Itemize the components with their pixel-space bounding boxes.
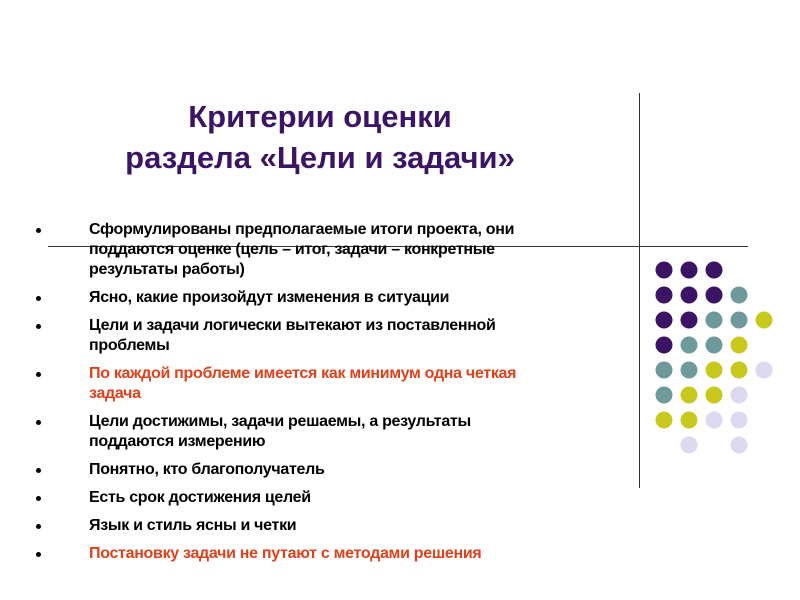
criteria-item-text: Цели и задачи логически вытекают из поставленной проблемы <box>89 317 496 354</box>
criteria-item-text: Понятно, кто благополучатель <box>89 461 325 478</box>
bullet-dot-icon <box>36 228 41 233</box>
decorative-dot-teal <box>681 337 698 354</box>
decorative-dot-yellow <box>731 337 748 354</box>
bullet-dot-icon <box>36 296 41 301</box>
decorative-dot-purple <box>681 312 698 329</box>
criteria-item <box>36 288 556 308</box>
bullet-dot-icon <box>36 324 41 329</box>
criteria-item-text: По каждой проблеме имеется как минимум одна четкая задача <box>89 365 517 402</box>
criteria-item-text: Язык и стиль ясны и четки <box>89 517 297 534</box>
decorative-dot-yellow <box>656 412 673 429</box>
decorative-dot-teal <box>731 312 748 329</box>
decorative-dot-teal <box>706 337 723 354</box>
decorative-dot-purple <box>656 287 673 304</box>
decorative-dot-lavender <box>681 437 698 454</box>
criteria-item <box>36 220 556 280</box>
decorative-dot-yellow <box>756 312 773 329</box>
bullet-dot-icon <box>36 468 41 473</box>
slide-title <box>60 96 580 178</box>
bullet-dot-icon <box>36 524 41 529</box>
decorative-dot-yellow <box>731 362 748 379</box>
criteria-item-text: Ясно, какие произойдут изменения в ситуации <box>89 289 450 306</box>
criteria-item-text: Сформулированы предполагаемые итоги проекта, они поддаются оценке (цель – итог, задачи – конкретные результаты работы) <box>89 221 515 278</box>
decorative-dot-purple <box>656 262 673 279</box>
slide-title-line-1: Критерии оценки <box>188 99 452 134</box>
criteria-item <box>36 460 556 480</box>
bullet-dot-icon <box>36 496 41 501</box>
decorative-dot-lavender <box>731 412 748 429</box>
criteria-item <box>36 516 556 536</box>
decorative-dot-purple <box>656 312 673 329</box>
criteria-item <box>36 364 556 404</box>
vertical-divider <box>639 93 640 488</box>
criteria-item <box>36 488 556 508</box>
decorative-dot-teal <box>656 362 673 379</box>
bullet-dot-icon <box>36 372 41 377</box>
decorative-dot-lavender <box>731 387 748 404</box>
decorative-dot-teal <box>681 362 698 379</box>
criteria-item-text: Постановку задачи не путают с методами решения <box>89 545 482 562</box>
criteria-item-text: Цели достижимы, задачи решаемы, а результаты поддаются измерению <box>89 413 471 450</box>
decorative-dot-yellow <box>706 387 723 404</box>
criteria-item <box>36 316 556 356</box>
decorative-dot-purple <box>706 262 723 279</box>
decorative-dot-purple <box>656 337 673 354</box>
decorative-dot-yellow <box>681 412 698 429</box>
decorative-dot-lavender <box>731 437 748 454</box>
decorative-dot-purple <box>681 287 698 304</box>
decorative-dot-yellow <box>706 362 723 379</box>
criteria-item <box>36 412 556 452</box>
criteria-item-text: Есть срок достижения целей <box>89 489 311 506</box>
decorative-dot-yellow <box>681 387 698 404</box>
slide-title-line-2: раздела «Цели и задачи» <box>125 140 515 175</box>
decorative-dot-purple <box>706 287 723 304</box>
decorative-dot-lavender <box>756 362 773 379</box>
bullet-dot-icon <box>36 420 41 425</box>
criteria-item <box>36 544 556 564</box>
decorative-dot-lavender <box>706 412 723 429</box>
criteria-list <box>36 220 556 572</box>
decorative-dot-purple <box>681 262 698 279</box>
bullet-dot-icon <box>36 552 41 557</box>
decorative-dot-teal <box>656 387 673 404</box>
decorative-dot-teal <box>706 312 723 329</box>
decorative-dot-teal <box>731 287 748 304</box>
